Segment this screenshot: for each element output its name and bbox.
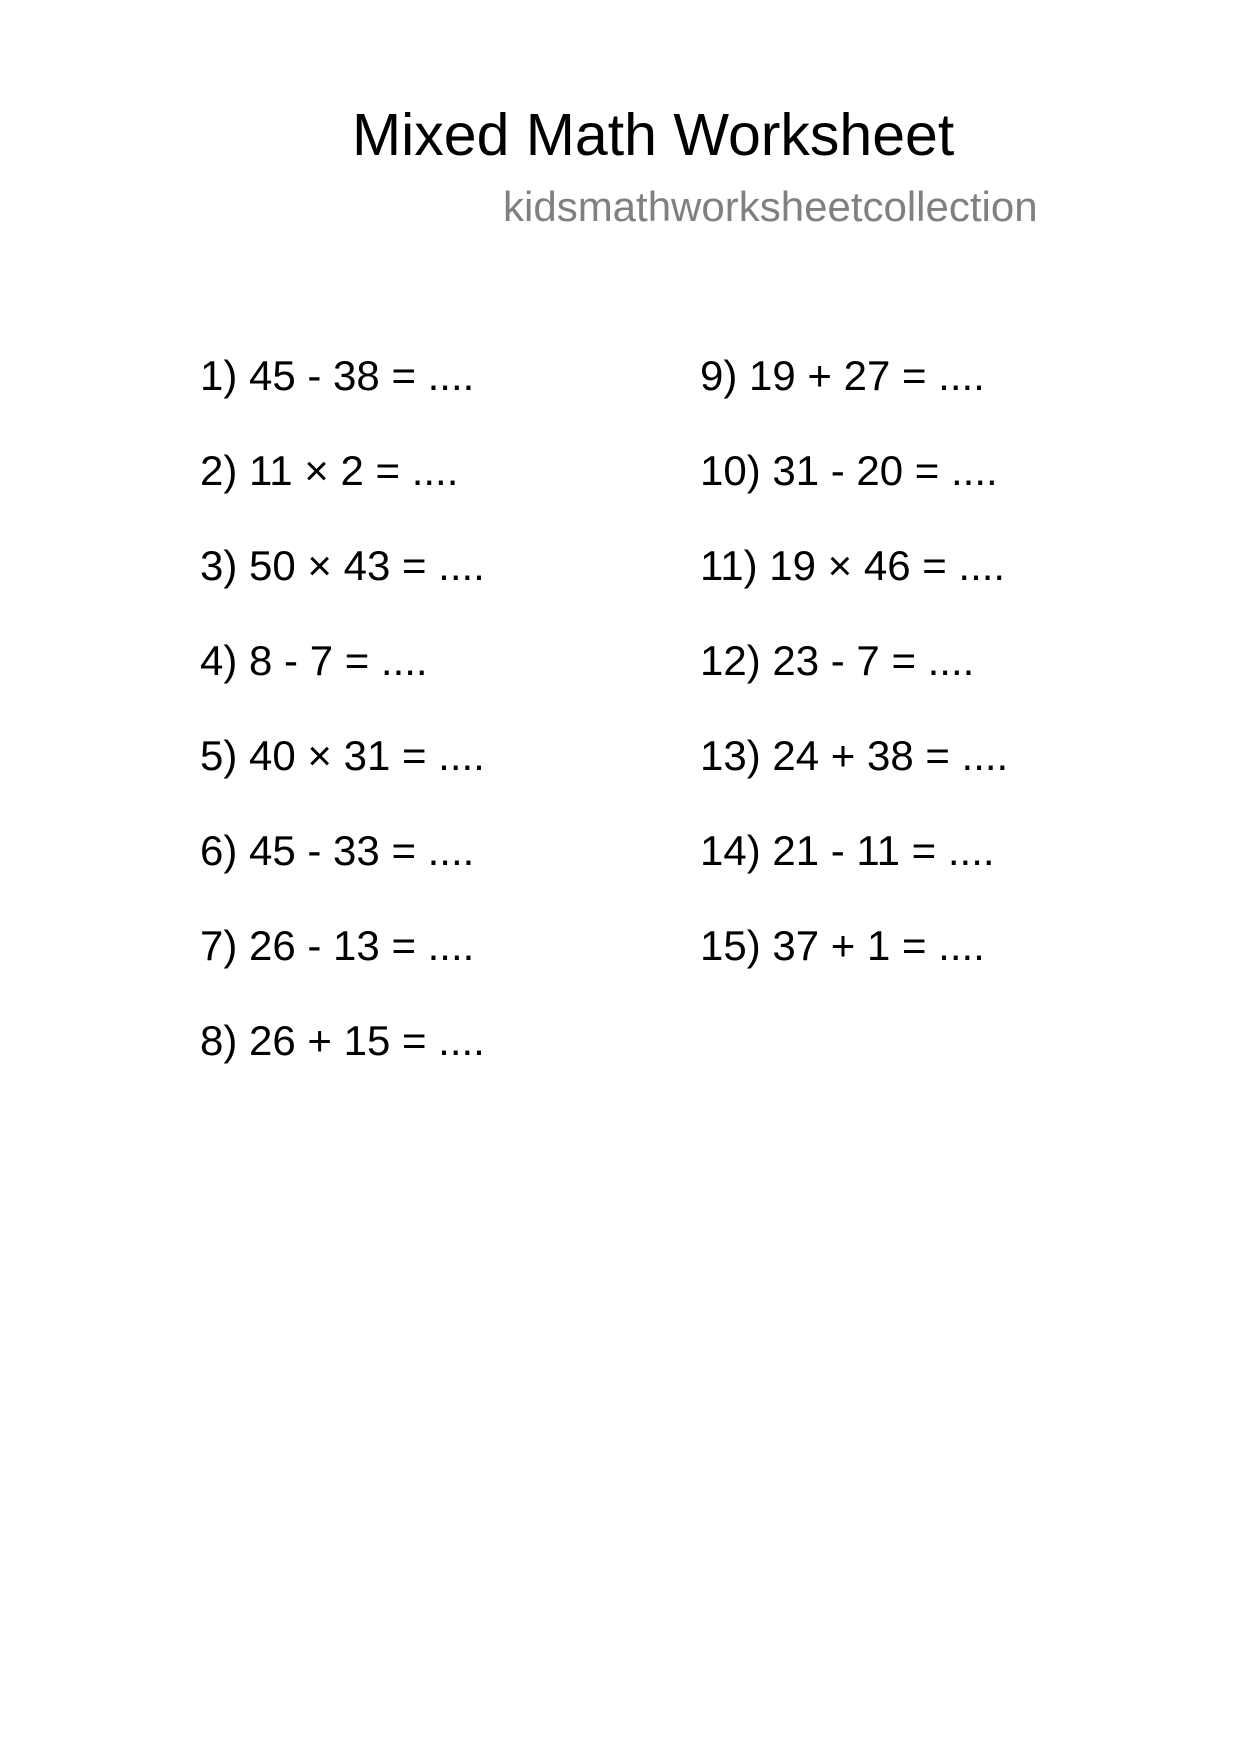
problem-12: 12) 23 - 7 = .... xyxy=(700,637,975,684)
worksheet-title: Mixed Math Worksheet xyxy=(352,102,955,168)
problem-4: 4) 8 - 7 = .... xyxy=(200,637,428,684)
problem-10: 10) 31 - 20 = .... xyxy=(700,447,998,494)
problem-14: 14) 21 - 11 = .... xyxy=(700,827,995,874)
problem-13: 13) 24 + 38 = .... xyxy=(700,732,1009,779)
worksheet-source: kidsmathworksheetcollection xyxy=(503,183,1038,230)
problem-6: 6) 45 - 33 = .... xyxy=(200,827,475,874)
problem-11: 11) 19 × 46 = .... xyxy=(700,542,1006,589)
problem-7: 7) 26 - 13 = .... xyxy=(200,922,475,969)
problem-3: 3) 50 × 43 = .... xyxy=(200,542,485,589)
problem-9: 9) 19 + 27 = .... xyxy=(700,352,985,399)
problem-15: 15) 37 + 1 = .... xyxy=(700,922,985,969)
problem-1: 1) 45 - 38 = .... xyxy=(200,352,475,399)
problem-column-right xyxy=(700,350,1008,1015)
problem-column-left xyxy=(200,350,485,1110)
problem-5: 5) 40 × 31 = .... xyxy=(200,732,485,779)
problem-8: 8) 26 + 15 = .... xyxy=(200,1017,485,1064)
problem-2: 2) 11 × 2 = .... xyxy=(200,447,459,494)
